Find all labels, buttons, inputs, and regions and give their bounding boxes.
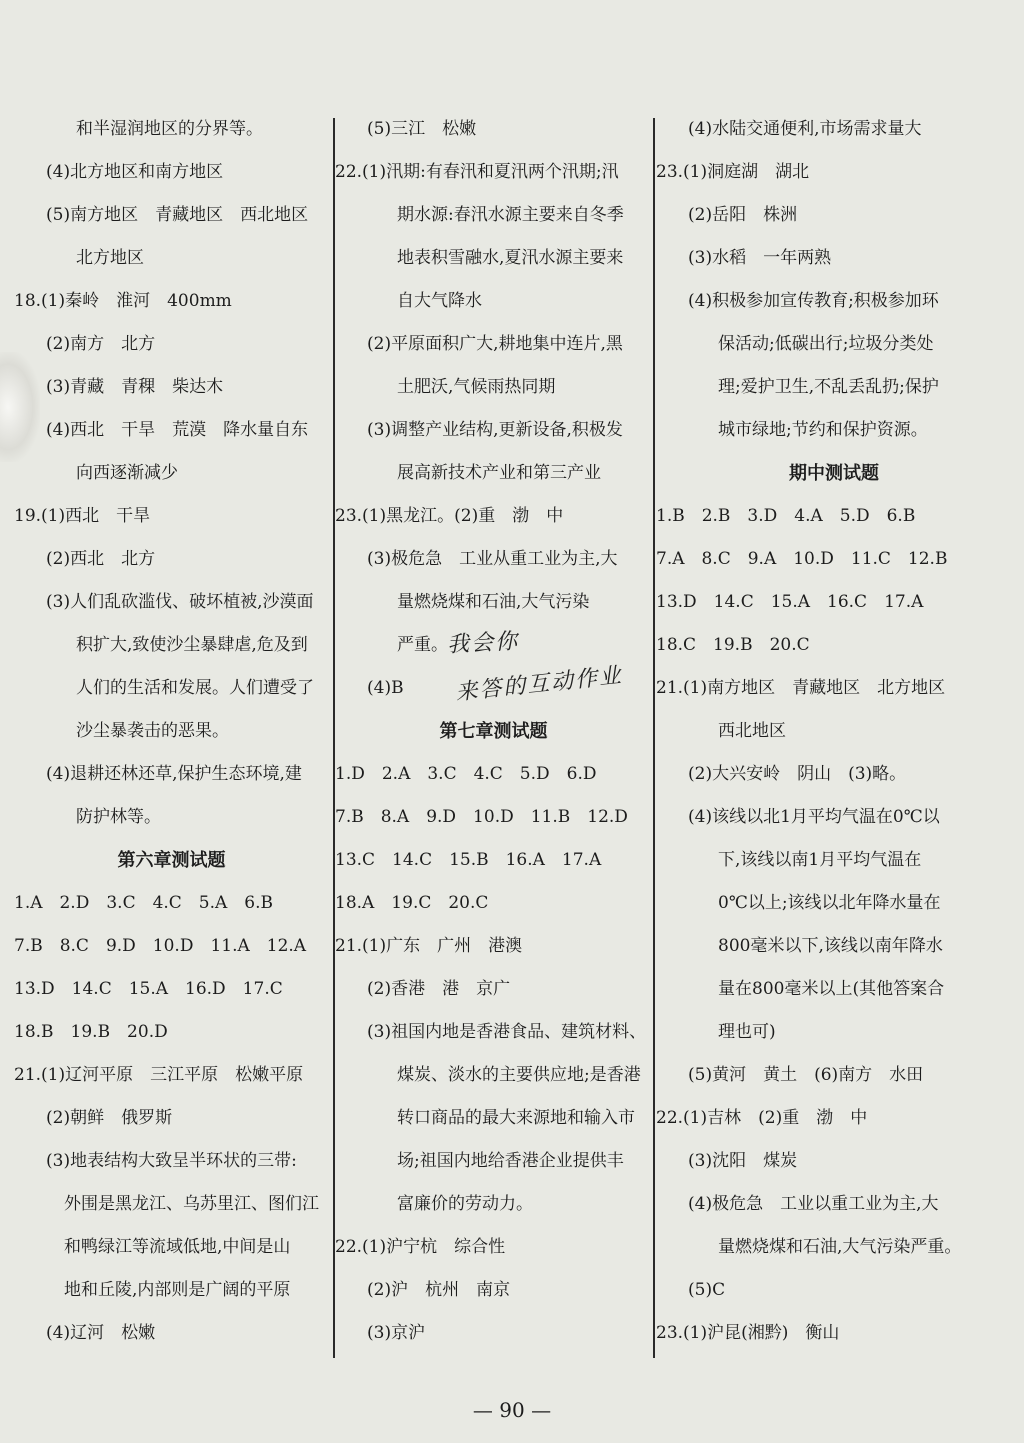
answer-line: (2)平原面积广大,耕地集中连片,黑: [367, 334, 623, 354]
answer-line: (2)岳阳 株洲: [688, 205, 798, 225]
answer-line: 18.A 19.C 20.C: [335, 893, 489, 913]
answer-line: (5)三江 松嫩: [367, 119, 477, 139]
answer-line: (4)B: [367, 678, 404, 698]
section-heading: 期中测试题: [789, 463, 879, 484]
answer-line: 外围是黑龙江、乌苏里江、图们江: [64, 1194, 319, 1214]
answer-line: 23.(1)沪昆(湘黔) 衡山: [656, 1323, 840, 1343]
answer-line: (2)香港 港 京广: [367, 979, 511, 999]
answer-line: 自大气降水: [397, 291, 482, 311]
answer-line: (3)调整产业结构,更新设备,积极发: [367, 420, 623, 440]
answer-line: 18.C 19.B 20.C: [656, 635, 810, 655]
answer-line: 场;祖国内地给香港企业提供丰: [397, 1151, 624, 1171]
answer-line: 23.(1)洞庭湖 湖北: [656, 162, 810, 182]
answer-line: (3)京沪: [367, 1323, 426, 1343]
answer-line: (4)水陆交通便利,市场需求量大: [688, 119, 922, 139]
answer-line: 西北地区: [718, 721, 786, 741]
answer-line: 量在800毫米以上(其他答案合: [718, 979, 945, 999]
answer-line: (4)辽河 松嫩: [46, 1323, 156, 1343]
answer-line: 1.D 2.A 3.C 4.C 5.D 6.D: [335, 764, 597, 784]
handwritten-note-line2: 来答的互动作业: [454, 663, 625, 706]
answer-line: 13.C 14.C 15.B 16.A 17.A: [335, 850, 602, 870]
handwritten-note-line1: 我会你: [446, 629, 520, 658]
answer-line: 1.B 2.B 3.D 4.A 5.D 6.B: [656, 506, 916, 526]
answer-line: 防护林等。: [76, 807, 161, 827]
answer-line: (5)C: [688, 1280, 726, 1300]
answer-line: 量燃烧煤和石油,大气污染严重。: [718, 1237, 962, 1257]
answer-line: 7.A 8.C 9.A 10.D 11.C 12.B: [656, 549, 948, 569]
answer-line: 煤炭、淡水的主要供应地;是香港: [397, 1065, 641, 1085]
answer-line: 转口商品的最大来源地和输入市: [397, 1108, 635, 1128]
answer-line: 地和丘陵,内部则是广阔的平原: [64, 1280, 291, 1300]
answer-line: 22.(1)沪宁杭 综合性: [335, 1237, 506, 1257]
answer-line: 22.(1)吉林 (2)重 渤 中: [656, 1108, 868, 1128]
answer-line: 18.B 19.B 20.D: [14, 1022, 168, 1042]
answer-line: (3)地表结构大致呈半环状的三带:: [46, 1151, 297, 1171]
answer-line: 和半湿润地区的分界等。: [76, 119, 263, 139]
answer-line: 理;爱护卫生,不乱丢乱扔;保护: [718, 377, 939, 397]
answer-line: 严重。: [397, 635, 448, 655]
answer-line: 19.(1)西北 干旱: [14, 506, 151, 526]
answer-line: 7.B 8.C 9.D 10.D 11.A 12.A: [14, 936, 307, 956]
answer-line: 期水源:春汛水源主要来自冬季: [397, 205, 624, 225]
answer-line: (3)极危急 工业从重工业为主,大: [367, 549, 618, 569]
answer-line: 21.(1)广东 广州 港澳: [335, 936, 523, 956]
answer-line: (3)水稻 一年两熟: [688, 248, 832, 268]
answer-line: 13.D 14.C 15.A 16.C 17.A: [656, 592, 924, 612]
answer-line: (5)黄河 黄土 (6)南方 水田: [688, 1065, 924, 1085]
answer-line: 21.(1)辽河平原 三江平原 松嫩平原: [14, 1065, 304, 1085]
column-left: [14, 108, 329, 1355]
answer-line: 0℃以上;该线以北年降水量在: [718, 893, 941, 913]
answer-line: 城市绿地;节约和保护资源。: [718, 420, 928, 440]
answer-line: (3)青藏 青稞 柴达木: [46, 377, 224, 397]
answer-line: 7.B 8.A 9.D 10.D 11.B 12.D: [335, 807, 628, 827]
answer-line: (2)沪 杭州 南京: [367, 1280, 511, 1300]
answer-line: 理也可): [718, 1022, 776, 1042]
answer-line: 北方地区: [76, 248, 144, 268]
answer-line: 地表积雪融水,夏汛水源主要来: [397, 248, 624, 268]
answer-line: (2)朝鲜 俄罗斯: [46, 1108, 173, 1128]
answer-line: 22.(1)汛期:有春汛和夏汛两个汛期;汛: [335, 162, 619, 182]
answer-line: (4)该线以北1月平均气温在0℃以: [688, 807, 940, 827]
answer-line: 800毫米以下,该线以南年降水: [718, 936, 943, 956]
answer-line: (4)极危急 工业以重工业为主,大: [688, 1194, 939, 1214]
answer-line: (2)大兴安岭 阴山 (3)略。: [688, 764, 907, 784]
answer-line: (4)退耕还林还草,保护生态环境,建: [46, 764, 302, 784]
answer-line: 展高新技术产业和第三产业: [397, 463, 601, 483]
column-divider-right: [653, 118, 655, 1358]
answer-line: (2)西北 北方: [46, 549, 156, 569]
answer-line: 1.A 2.D 3.C 4.C 5.A 6.B: [14, 893, 274, 913]
page-number: — 90 —: [472, 1398, 552, 1422]
answer-line: 向西逐渐减少: [76, 463, 178, 483]
answer-line: 21.(1)南方地区 青藏地区 北方地区: [656, 678, 946, 698]
column-right: [656, 108, 1012, 1355]
answer-line: 保活动;低碳出行;垃圾分类处: [718, 334, 934, 354]
answer-line: 沙尘暴袭击的恶果。: [76, 721, 229, 741]
answer-line: (5)南方地区 青藏地区 西北地区: [46, 205, 309, 225]
answer-line: (4)北方地区和南方地区: [46, 162, 224, 182]
answer-line: 23.(1)黑龙江。(2)重 渤 中: [335, 506, 564, 526]
section-heading: 第七章测试题: [439, 721, 548, 742]
answer-line: (4)西北 干旱 荒漠 降水量自东: [46, 420, 309, 440]
column-middle: [335, 108, 652, 1355]
answer-line: 富廉价的劳动力。: [397, 1194, 533, 1214]
answer-line: 18.(1)秦岭 淮河 400mm: [14, 291, 232, 311]
answer-line: (3)祖国内地是香港食品、建筑材料、: [367, 1022, 647, 1042]
answer-line: (4)积极参加宣传教育;积极参加环: [688, 291, 939, 311]
answer-line: 量燃烧煤和石油,大气污染: [397, 592, 590, 612]
answer-line: (2)南方 北方: [46, 334, 156, 354]
answer-line: 13.D 14.C 15.A 16.D 17.C: [14, 979, 283, 999]
answer-line: 下,该线以南1月平均气温在: [718, 850, 922, 870]
answer-line: (3)人们乱砍滥伐、破坏植被,沙漠面: [46, 592, 314, 612]
answer-line: 人们的生活和发展。人们遭受了: [76, 678, 314, 698]
answer-line: 土肥沃,气候雨热同期: [397, 377, 556, 397]
answer-line: (3)沈阳 煤炭: [688, 1151, 798, 1171]
answer-line: 和鸭绿江等流域低地,中间是山: [64, 1237, 291, 1257]
section-heading: 第六章测试题: [117, 850, 226, 871]
answer-line: 积扩大,致使沙尘暴肆虐,危及到: [76, 635, 308, 655]
